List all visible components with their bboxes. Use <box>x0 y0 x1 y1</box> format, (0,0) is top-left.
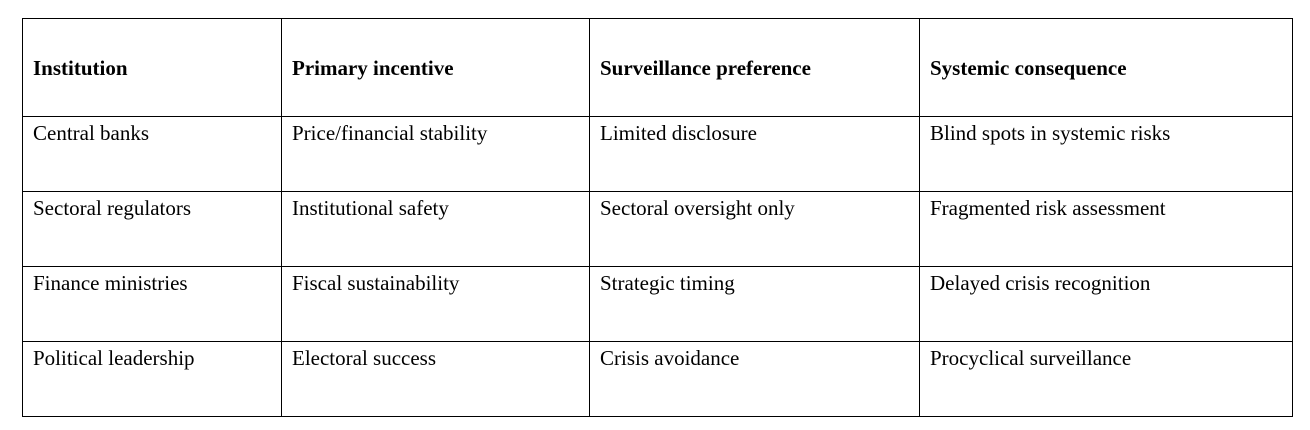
cell-systemic-consequence: Blind spots in systemic risks <box>920 117 1293 192</box>
cell-surveillance-preference: Strategic timing <box>590 267 920 342</box>
cell-surveillance-preference: Sectoral oversight only <box>590 192 920 267</box>
cell-institution: Political leadership <box>23 342 282 417</box>
table-body <box>23 117 1293 417</box>
header-row <box>23 19 1293 117</box>
header-primary-incentive: Primary incentive <box>282 19 590 117</box>
cell-primary-incentive: Institutional safety <box>282 192 590 267</box>
table-row <box>23 117 1293 192</box>
header-surveillance-preference: Surveillance preference <box>590 19 920 117</box>
table-row <box>23 342 1293 417</box>
table-header <box>23 19 1293 117</box>
header-institution: Institution <box>23 19 282 117</box>
cell-institution: Central banks <box>23 117 282 192</box>
cell-primary-incentive: Fiscal sustainability <box>282 267 590 342</box>
cell-primary-incentive: Electoral success <box>282 342 590 417</box>
cell-systemic-consequence: Procyclical surveillance <box>920 342 1293 417</box>
institutional-incentives-table <box>22 18 1293 417</box>
cell-systemic-consequence: Delayed crisis recognition <box>920 267 1293 342</box>
cell-surveillance-preference: Crisis avoidance <box>590 342 920 417</box>
table-row <box>23 267 1293 342</box>
cell-surveillance-preference: Limited disclosure <box>590 117 920 192</box>
cell-institution: Sectoral regulators <box>23 192 282 267</box>
header-systemic-consequence: Systemic consequence <box>920 19 1293 117</box>
cell-primary-incentive: Price/financial stability <box>282 117 590 192</box>
cell-systemic-consequence: Fragmented risk assessment <box>920 192 1293 267</box>
cell-institution: Finance ministries <box>23 267 282 342</box>
table-row <box>23 192 1293 267</box>
